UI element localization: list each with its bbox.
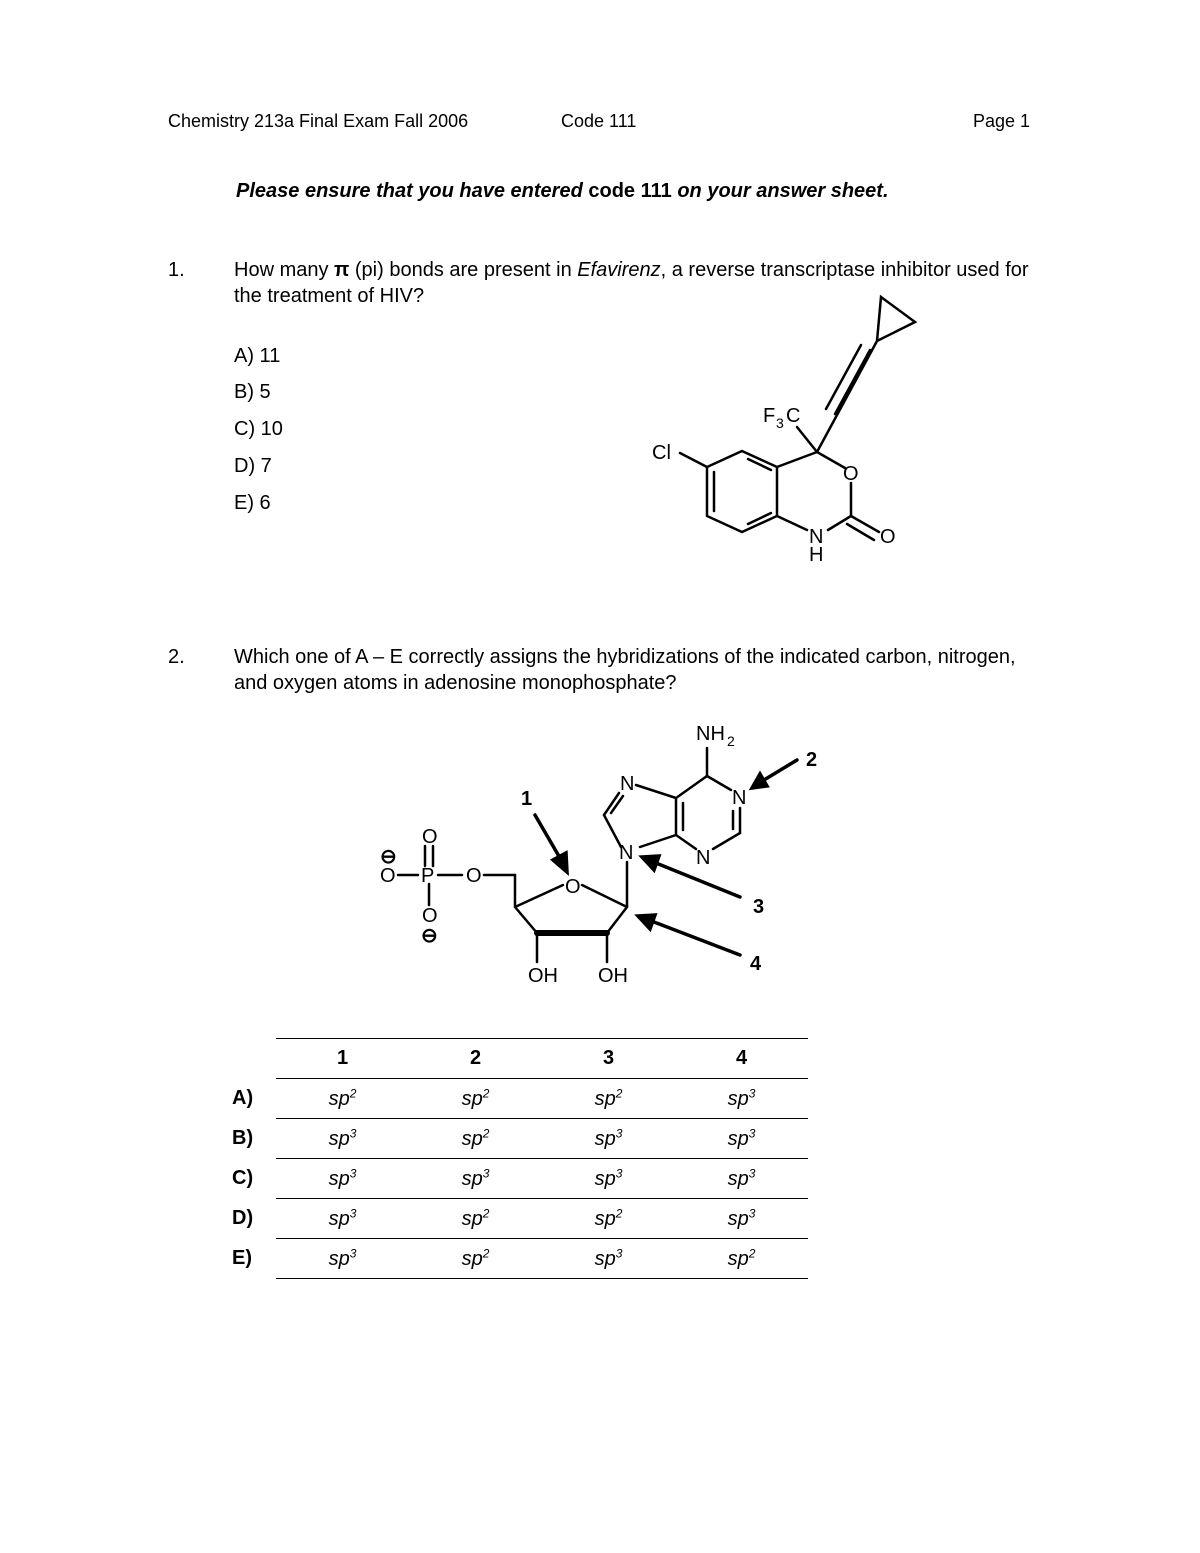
phosphoryl-oxygen-label: O — [422, 826, 438, 848]
arrow-4-head — [638, 915, 655, 929]
table-cell: $sp^3$ — [675, 1159, 808, 1199]
table-cell: $sp^3$ — [409, 1159, 542, 1199]
table-cell: $sp^2$ — [409, 1199, 542, 1239]
negative-charge-left: ⊖ — [380, 846, 397, 868]
notice-code: code 111 — [588, 180, 672, 202]
oh-label-c2: OH — [598, 965, 628, 987]
ester-oxygen-label: O — [466, 865, 482, 887]
notice-text-end: on your answer sheet. — [671, 180, 889, 202]
table-cell: $sp^2$ — [542, 1079, 675, 1119]
table-cell: $sp^3$ — [675, 1119, 808, 1159]
arrow-2-head — [752, 774, 767, 788]
table-header-3: 3 — [542, 1039, 675, 1079]
amp-structure — [370, 715, 830, 995]
ribose-oxygen-label: O — [565, 876, 581, 898]
table-row-a[interactable] — [232, 1079, 808, 1119]
q1-option-a[interactable]: A) 11 — [234, 345, 281, 367]
table-cell: $sp^3$ — [276, 1159, 409, 1199]
phosphate-oxygen-lower-label: O — [422, 905, 438, 927]
cl-bond — [680, 453, 707, 467]
table-cell: $sp^2$ — [409, 1119, 542, 1159]
table-row-c[interactable] — [232, 1159, 808, 1199]
arrow-3-head — [642, 856, 659, 870]
row-label-e: E) — [232, 1247, 252, 1269]
question-1-number: 1. — [168, 259, 185, 281]
c4-n3-bond — [676, 835, 696, 849]
f3c-label-3: 3 — [776, 415, 784, 431]
c3-c4-bond — [515, 907, 537, 933]
ring-oxygen-label: O — [843, 463, 859, 485]
table-row-e[interactable] — [232, 1239, 808, 1279]
question-2-text: Which one of A – E correctly assigns the hybridizations of the indicated carbon, nitrogen, and oxygen atoms in adenosine monophosphate? — [234, 646, 1016, 694]
nh2-label: NH — [696, 723, 725, 745]
c-o-bond — [817, 452, 845, 468]
nh2-subscript: 2 — [727, 733, 735, 749]
q1-text-c: , a reverse transcriptase inhibitor used for the treatment of HIV? — [234, 259, 1029, 307]
c-ring-bond — [777, 452, 817, 467]
q1-option-e[interactable]: E) 6 — [234, 492, 271, 514]
row-label-a: A) — [232, 1087, 254, 1109]
n9-c4-bond — [640, 835, 676, 847]
table-header-2: 2 — [409, 1039, 542, 1079]
table-cell: $sp^3$ — [542, 1239, 675, 1279]
table-header-4: 4 — [675, 1039, 808, 1079]
c1-c2-bond — [607, 907, 627, 933]
question-2-number: 2. — [168, 646, 185, 668]
efavirenz-structure — [640, 290, 940, 580]
benzene-double-1 — [748, 459, 771, 470]
hybridization-table — [232, 1038, 808, 1279]
q1-text-b: (pi) bonds are present in — [349, 259, 578, 281]
table-cell: $sp^2$ — [542, 1199, 675, 1239]
cl-label: Cl — [652, 442, 671, 464]
answer-sheet-notice — [236, 180, 889, 203]
header-exam-code: Code 111 — [561, 111, 637, 131]
o-c1-bond — [582, 885, 627, 907]
arrow-1-label: 1 — [521, 788, 533, 810]
row-label-b: B) — [232, 1127, 254, 1149]
phosphate-oxygen-left-label: O — [380, 865, 396, 887]
cyclopropyl-ring — [877, 297, 915, 341]
c6-c5-bond — [676, 776, 707, 798]
arrow-4-label: 4 — [750, 953, 762, 975]
table-cell: $sp^2$ — [675, 1239, 808, 1279]
c4-o-bond — [515, 885, 563, 907]
n1-c6-bond — [707, 776, 731, 790]
alkyne-bond — [817, 341, 877, 452]
f3c-label-c: C — [786, 405, 801, 427]
table-cell: $sp^2$ — [276, 1079, 409, 1119]
cf3-bond — [797, 427, 817, 452]
arrow-1-head — [553, 853, 567, 872]
arrow-3-label: 3 — [753, 896, 765, 918]
table-cell: $sp^3$ — [675, 1199, 808, 1239]
notice-text-start: Please ensure that you have entered — [236, 180, 589, 202]
hydrogen-label: H — [809, 544, 824, 566]
q1-text-a: How many — [234, 259, 335, 281]
f3c-label-f: F — [763, 405, 776, 427]
c-n-bond — [777, 516, 807, 530]
q1-option-b[interactable]: B) 5 — [234, 381, 271, 403]
c8-n7-double — [611, 796, 623, 813]
benzene-double-3 — [748, 513, 771, 524]
table-row-b[interactable] — [232, 1119, 808, 1159]
q1-option-d[interactable]: D) 7 — [234, 455, 272, 477]
arrow-2-label: 2 — [806, 749, 818, 771]
n7-label: N — [620, 773, 635, 795]
table-cell: $sp^3$ — [276, 1119, 409, 1159]
table-cell: $sp^3$ — [675, 1079, 808, 1119]
pi-symbol: π — [334, 259, 350, 281]
n1-label: N — [732, 787, 747, 809]
nitrogen-label: N — [809, 526, 824, 548]
header-course-title: Chemistry 213a Final Exam Fall 2006 — [168, 111, 469, 131]
table-cell: $sp^2$ — [409, 1079, 542, 1119]
table-header-1: 1 — [276, 1039, 409, 1079]
oh-label-c3: OH — [528, 965, 558, 987]
q1-option-c[interactable]: C) 10 — [234, 418, 283, 440]
header-page-number: Page 1 — [973, 111, 1031, 131]
benzene-ring — [707, 451, 777, 532]
n9-label: N — [619, 842, 634, 864]
n3-c2-bond — [713, 833, 740, 849]
row-label-c: C) — [232, 1167, 254, 1189]
table-cell: $sp^2$ — [409, 1239, 542, 1279]
n3-label: N — [696, 847, 711, 869]
table-cell: $sp^3$ — [276, 1239, 409, 1279]
table-cell: $sp^3$ — [542, 1159, 675, 1199]
phosphorus-label: P — [421, 865, 435, 887]
arrow-1-shaft — [535, 815, 560, 858]
table-header-blank — [232, 1039, 276, 1079]
table-cell: $sp^3$ — [276, 1199, 409, 1239]
table-header-row — [232, 1039, 808, 1079]
arrow-2-shaft — [764, 760, 797, 780]
drug-name: Efavirenz — [577, 259, 661, 281]
negative-charge-lower: ⊖ — [421, 925, 438, 947]
n7-c5-bond — [636, 785, 676, 798]
table-row-d[interactable] — [232, 1199, 808, 1239]
table-cell: $sp^3$ — [542, 1119, 675, 1159]
carbonyl-oxygen-label: O — [880, 526, 896, 548]
row-label-d: D) — [232, 1207, 254, 1229]
arrow-4-shaft — [654, 922, 740, 955]
